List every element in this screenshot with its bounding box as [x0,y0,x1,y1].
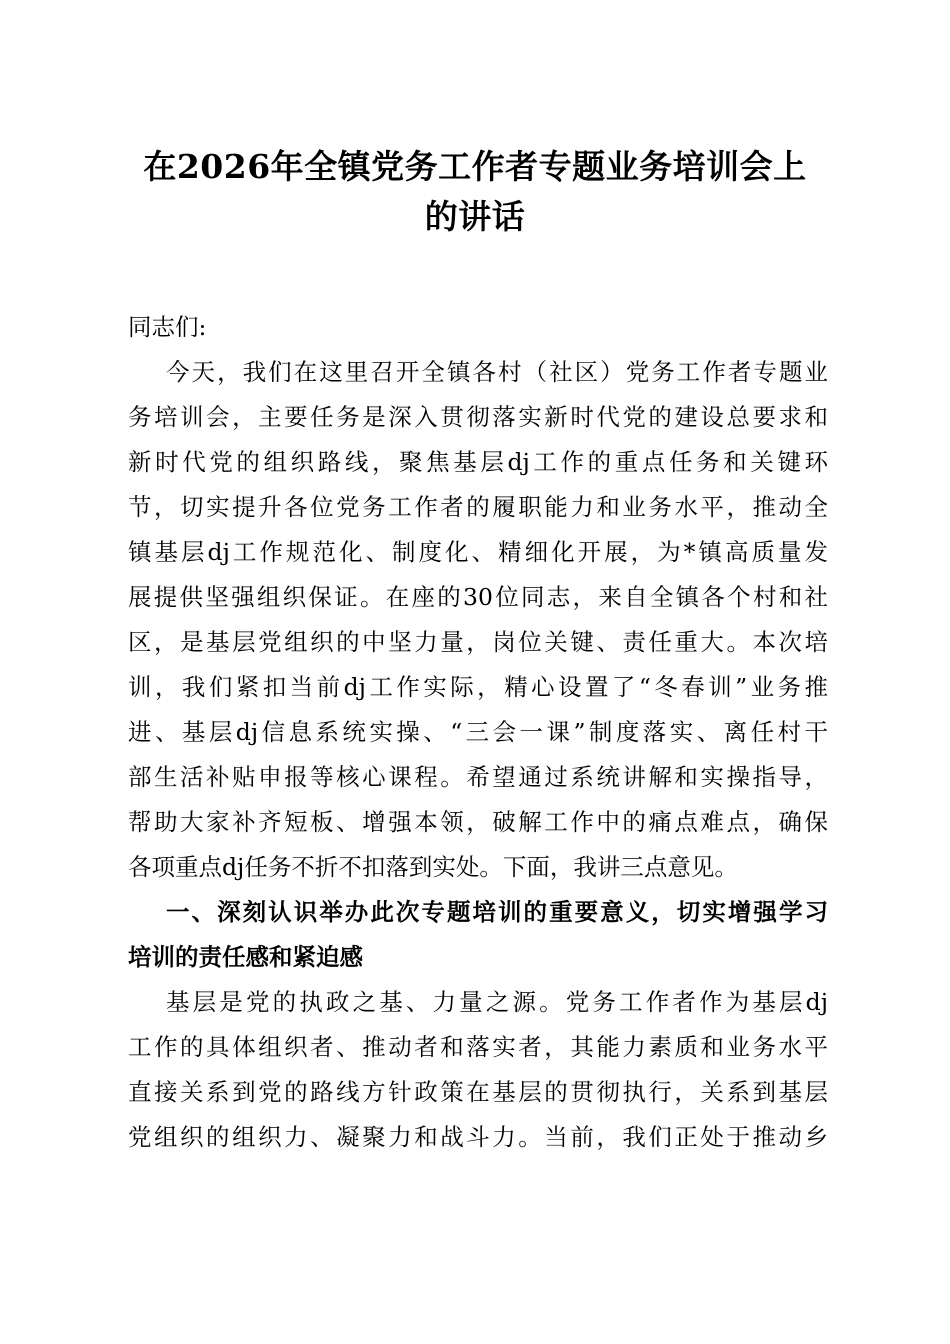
paragraph-section-1 [128,980,828,1160]
paragraph-line: 新时代党的组织路线，聚焦基层dj工作的重点任务和关键环 [128,448,828,476]
paragraph-line: 党组织的组织力、凝聚力和战斗力。当前，我们正处于推动乡 [128,1123,828,1151]
paragraph-line: 直接关系到党的路线方针政策在基层的贯彻执行，关系到基层 [128,1078,828,1106]
paragraph-line: 进、基层dj信息系统实操、“三会一课”制度落实、离任村干 [128,718,828,746]
document-body [128,305,828,1160]
section-heading-1 [128,890,828,980]
title-line-2: 的讲话 [424,197,526,236]
paragraph-line: 帮助大家补齐短板、增强本领，破解工作中的痛点难点，确保 [128,808,828,836]
heading-line: 一、深刻认识举办此次专题培训的重要意义，切实增强学习 [166,898,828,926]
paragraph-line: 今天，我们在这里召开全镇各村（社区）党务工作者专题业 [166,358,828,386]
salutation: 同志们: [128,313,207,341]
paragraph-line: 基层是党的执政之基、力量之源。党务工作者作为基层dj [166,988,828,1016]
paragraph-line: 区，是基层党组织的中坚力量，岗位关键、责任重大。本次培 [128,628,828,656]
title-line-1: 在2026年全镇党务工作者专题业务培训会上 [143,147,807,186]
paragraph-line: 务培训会，主要任务是深入贯彻落实新时代党的建设总要求和 [128,403,828,431]
paragraph-line: 节，切实提升各位党务工作者的履职能力和业务水平，推动全 [128,493,828,521]
paragraph-line: 各项重点dj任务不折不扣落到实处。下面，我讲三点意见。 [128,853,738,881]
document-title [100,142,850,242]
paragraph-line: 工作的具体组织者、推动者和落实者，其能力素质和业务水平 [128,1033,828,1061]
paragraph-line: 展提供坚强组织保证。在座的30位同志，来自全镇各个村和社 [128,583,828,611]
paragraph-line: 镇基层dj工作规范化、制度化、精细化开展，为*镇高质量发 [128,538,828,566]
heading-line: 培训的责任感和紧迫感 [128,943,363,971]
paragraph-intro [128,350,828,890]
paragraph-line: 训，我们紧扣当前dj工作实际，精心设置了“冬春训”业务推 [128,673,828,701]
paragraph-line: 部生活补贴申报等核心课程。希望通过系统讲解和实操指导， [128,763,828,791]
